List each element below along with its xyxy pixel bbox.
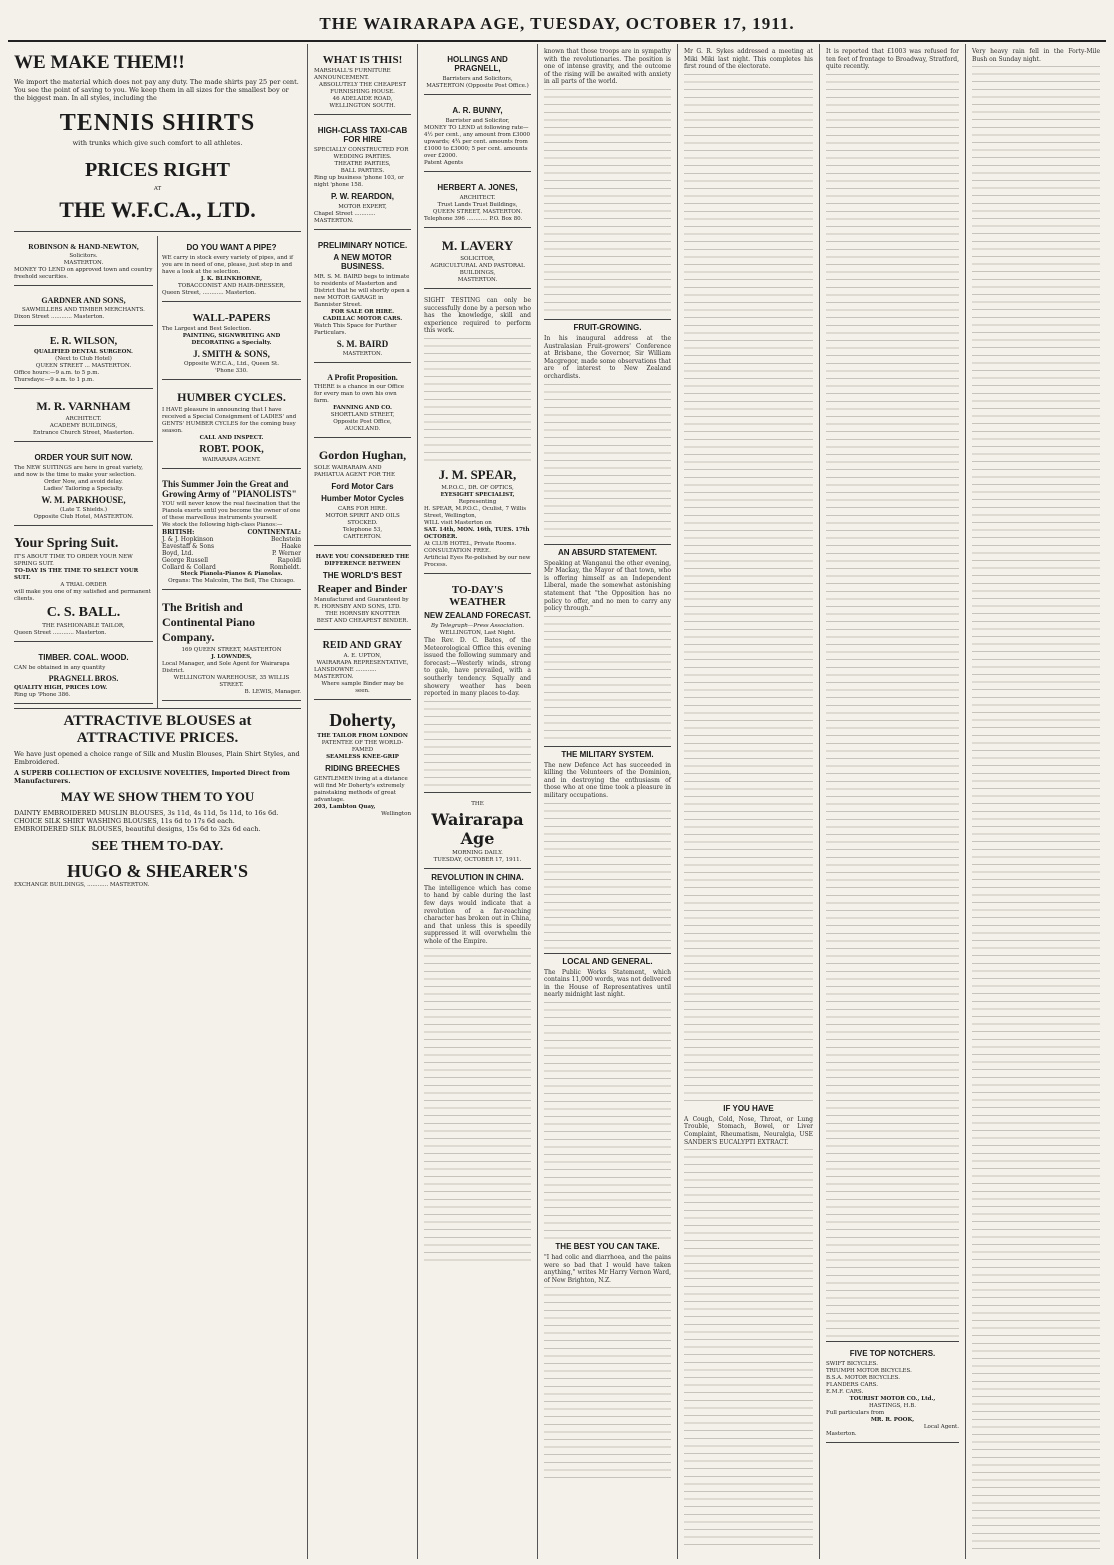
ad-body: WE carry in stock every variety of pipes, and if you are in need of one, please, just step in and have a look at the selection. bbox=[162, 255, 293, 275]
ad-pipe bbox=[162, 236, 301, 302]
ad-firm: H. SPEAR, M.P.O.C., Oculist, 7 Willis Street, Wellington, bbox=[424, 505, 527, 519]
ad-opp: Opposite Post Office, bbox=[333, 419, 392, 425]
ad-name: M. LAVERY bbox=[441, 238, 514, 253]
column-2 bbox=[308, 44, 418, 1559]
ad-order: Order Now, and avoid delay. bbox=[44, 479, 123, 485]
masthead-rule bbox=[8, 40, 1106, 42]
maker-row bbox=[162, 564, 301, 571]
column-1 bbox=[8, 44, 308, 1559]
ad-cheap: ABSOLUTELY THE CHEAPEST FURNISHING HOUSE. bbox=[318, 82, 406, 95]
ad-hire: FOR SALE OR HIRE. bbox=[330, 309, 395, 315]
ad-organs: Organs: The Malcolm, The Bell, The Chicago. bbox=[168, 578, 295, 584]
article-heading: THE BEST YOU CAN TAKE. bbox=[555, 1242, 660, 1252]
text-filler bbox=[972, 63, 1100, 1553]
article-byline: By Telegraph—Press Association. bbox=[431, 622, 524, 629]
ad-trial: A TRIAL ORDER bbox=[60, 582, 107, 588]
article-body: The Public Works Statement, which contains 11,000 words, was not delivered in the House of Representatives until nearly midnight last night. bbox=[544, 968, 671, 999]
notcher-item: B.S.A. MOTOR BICYCLES. bbox=[826, 1374, 900, 1381]
article-body: Very heavy rain fell in the Forty-Mile Bush on Sunday night. bbox=[972, 48, 1100, 63]
article-heading: THE MILITARY SYSTEM. bbox=[544, 746, 671, 759]
ad-motor: MOTOR SPIRIT AND OILS STOCKED. bbox=[325, 513, 400, 526]
ad-body: MARSHALL'S FURNITURE ANNOUNCEMENT. bbox=[314, 68, 391, 81]
text-filler bbox=[684, 71, 813, 1101]
ad-name: W. M. PARKHOUSE, bbox=[41, 495, 126, 505]
article-dateline: WELLINGTON, Last Night. bbox=[439, 629, 516, 636]
maker-continental: Rapoldi bbox=[277, 557, 301, 564]
ad-body: THERE is a chance in our Office for every man to own his own farm. bbox=[314, 384, 405, 404]
ad-thursdays: Thursdays:—9 a.m. to 1 p.m. bbox=[14, 377, 95, 383]
article-heading: AN ABSURD STATEMENT. bbox=[544, 544, 671, 557]
ad-name: HERBERT A. JONES, bbox=[437, 183, 518, 192]
column-4 bbox=[538, 44, 678, 1559]
ad-mgr: B. LEWIS, Manager. bbox=[244, 689, 301, 695]
ad-role: ARCHITECT. bbox=[65, 416, 102, 422]
ad-name: E. R. WILSON, bbox=[49, 336, 118, 347]
ad-body: SPECIALLY CONSTRUCTED FOR bbox=[314, 147, 409, 153]
text-filler bbox=[544, 613, 671, 743]
ad-heading: PRELIMINARY NOTICE. bbox=[317, 241, 408, 250]
ad-firm: TOURIST MOTOR CO., Ltd., bbox=[849, 1395, 936, 1402]
col1-left bbox=[14, 236, 158, 708]
ad-addr: SHORTLAND STREET, bbox=[330, 412, 395, 418]
ad-role: ARCHITECT. bbox=[459, 195, 496, 201]
ad-hire: CARS FOR HIRE. bbox=[338, 506, 387, 512]
ad-heading: A Profit Proposition. bbox=[327, 373, 398, 382]
ad-town: Masterton. bbox=[826, 1430, 857, 1437]
ad-body: YOU will never know the real fascination that the Pianola exerts until you become the owner of one of these marvellous instruments yourself. bbox=[162, 501, 301, 521]
column-3 bbox=[418, 44, 538, 1559]
ad-addr: Queen Street ............ Masterton. bbox=[14, 630, 107, 636]
blouse-line: EMBROIDERED SILK BLOUSES, beautiful designs, 15s 6d to 32s 6d each. bbox=[14, 825, 261, 833]
ad-name: P. W. REARDON, bbox=[331, 192, 394, 201]
ad-quals: M.P.O.C., DR. OF OPTICS, bbox=[441, 484, 514, 491]
ad-heading: WALL-PAPERS bbox=[192, 312, 271, 324]
ad-doherty bbox=[314, 704, 411, 822]
ad-body: GENTLEMEN living at a distance will find Mr Doherty's extremely painstaking methods of great advantage. bbox=[314, 776, 408, 803]
article-sub: NEW ZEALAND FORECAST. bbox=[424, 610, 531, 620]
ad-addr: MASTERTON (Opposite Post Office.) bbox=[426, 83, 529, 89]
ad-heading: Doherty, bbox=[329, 710, 396, 730]
ad-spring-suit bbox=[14, 530, 153, 642]
ad-hours: Office hours:—9 a.m. to 5 p.m. bbox=[14, 370, 100, 376]
notcher-item: SWIFT BICYCLES. bbox=[826, 1360, 878, 1367]
ad-breeches: RIDING BREECHES bbox=[325, 764, 400, 773]
ad-phone: 'Phone 330. bbox=[215, 368, 248, 374]
maker-british: George Russell bbox=[162, 557, 209, 564]
article-body: In his inaugural address at the Australasian Fruit-growers' Conference at Brisbane, the Governor, Sir William Macgregor, made some observations that are of interest to New Zealand orchardists. bbox=[544, 334, 671, 380]
ad-price: QUALITY HIGH, PRICES LOW. bbox=[14, 685, 108, 691]
nameplate-the: THE bbox=[471, 800, 484, 807]
ad-town: MASTERTON. bbox=[63, 260, 104, 266]
ad-bldg: Trust Lands Trust Buildings, bbox=[437, 202, 518, 208]
ad-reaper bbox=[314, 550, 411, 630]
ad-prices-right: PRICES RIGHT bbox=[84, 159, 231, 181]
ad-by: J. K. BLINKHORNE, bbox=[200, 276, 263, 282]
article-body: The Rev. D. C. Bates, of the Meteorological Office this evening issued the following summary and forecast:—Westerly winds, strong to gale, have prevailed, with a southerly tendency. Squally and showery weather has been reported in many places to-day. bbox=[424, 636, 531, 698]
maker-list bbox=[162, 536, 301, 571]
ad-lavery bbox=[424, 232, 531, 289]
ad-cadillac: CADILLAC MOTOR CARS. bbox=[322, 316, 403, 322]
ad-body: SOLE WAIRARAPA AND PAHIATUA AGENT FOR THE bbox=[314, 465, 395, 478]
ad-role: SAWMILLERS AND TIMBER MERCHANTS. bbox=[22, 307, 145, 313]
ad-consult: CONSULTATION FREE. bbox=[424, 547, 491, 554]
ad-name: A. R. BUNNY, bbox=[452, 106, 503, 115]
ad-body: IT'S ABOUT TIME TO ORDER YOUR NEW SPRING SUIT. bbox=[14, 554, 133, 567]
ad-name: ROBINSON & HAND-NEWTON, bbox=[28, 242, 139, 251]
article-body: The intelligence which has come to hand by cable during the last few days would indicate that a revolution of a far-reaching character has broken out in China, and that unless this is speedily suppressed it will overwhelm the whole of the Empire. bbox=[424, 884, 531, 945]
ad-sub: A NEW MOTOR BUSINESS. bbox=[333, 253, 392, 271]
maker-row bbox=[162, 550, 301, 557]
ad-jones bbox=[424, 176, 531, 228]
ad-superb: A SUPERB COLLECTION OF EXCLUSIVE NOVELTIES, Imported Direct from Manufacturers. bbox=[14, 769, 290, 785]
ad-patent: Patent Agents bbox=[424, 160, 464, 166]
ad-hollings bbox=[424, 48, 531, 95]
ad-by: Manufactured and Guaranteed by R. HORNSBY AND SONS, LTD. bbox=[314, 597, 409, 610]
ad-phone: Telephone 396 ............ P.O. Box 80. bbox=[424, 216, 523, 222]
ad-sub: with trunks which give such comfort to all athletes. bbox=[72, 139, 243, 147]
ad-sub: THE TAILOR FROM LONDON bbox=[317, 733, 408, 739]
column-7 bbox=[966, 44, 1106, 1559]
ad-addr: Opposite Club Hotel, MASTERTON. bbox=[33, 514, 134, 520]
ad-body: We have just opened a choice range of Silk and Muslin Blouses, Plain Shirt Styles, and Embroidered. bbox=[14, 750, 300, 766]
ad-agent: A. E. UPTON, bbox=[343, 653, 382, 659]
ad-heading: The British and Continental Piano Company. bbox=[162, 600, 256, 644]
article-heading: TO-DAY'S WEATHER bbox=[449, 583, 506, 608]
masthead bbox=[0, 0, 1114, 44]
ad-trial-body: will make you one of my satisfied and permanent clients. bbox=[14, 589, 151, 602]
ad-cars: Ford Motor Cars bbox=[331, 482, 394, 491]
ad-stock: We stock the following high-class Pianos:— bbox=[162, 522, 283, 528]
ad-name: C. S. BALL. bbox=[46, 605, 121, 620]
ad-steck: Steck Pianola-Pianos & Pianolas. bbox=[180, 571, 283, 577]
ad-city: AUCKLAND. bbox=[344, 426, 381, 432]
maker-continental: Bechstein bbox=[270, 536, 301, 543]
ad-role: WAIRARAPA REPRESENTATIVE, bbox=[316, 660, 409, 666]
ad-heading: WE MAKE THEM!! bbox=[14, 52, 185, 73]
ad-body: SIGHT TESTING can only be successfully done by a person who has the knowledge, skill and experience required to perform this work. bbox=[424, 297, 531, 335]
maker-british: Eavestaff & Sons bbox=[162, 543, 215, 550]
nameplate-date: TUESDAY, OCTOBER 17, 1911. bbox=[433, 856, 522, 863]
text-filler bbox=[544, 1284, 671, 1484]
ad-body: The NEW SUITINGS are here in great variety, and now is the time to make your selection. bbox=[14, 465, 143, 478]
ad-rep: Representing bbox=[458, 498, 497, 505]
ad-body: CAN be obtained in any quantity bbox=[14, 665, 106, 671]
ad-the: THE WORLD'S BEST bbox=[322, 571, 403, 580]
ad-firm: J. SMITH & SONS, bbox=[193, 349, 270, 359]
article-body: "I had colic and diarrhoea, and the pains were so bad that I would have taken anything," writes Mr Harry Vernon Ward, of New Brighton, N.Z. bbox=[544, 1254, 671, 1284]
ad-addr: Dixon Street ............ Masterton. bbox=[14, 314, 105, 320]
maker-row bbox=[162, 543, 301, 550]
ad-prelim bbox=[314, 234, 411, 363]
ad-city: HASTINGS, H.B. bbox=[869, 1402, 916, 1409]
taxi-use: THEATRE PARTIES, bbox=[334, 161, 391, 167]
ad-wallpapers bbox=[162, 306, 301, 380]
ad-wilson bbox=[14, 330, 153, 389]
ad-agent: MR. R. POOK, bbox=[870, 1416, 915, 1423]
ad-at: AT bbox=[153, 186, 162, 192]
maker-british: J. & J. Hopkinson bbox=[162, 536, 214, 543]
article-body: The new Defence Act has succeeded in killing the Volunteers of the Dominion, and in destroying the enthusiasm of those who at one time took a pleasure in military occupations. bbox=[544, 761, 671, 800]
ad-timber bbox=[14, 646, 153, 704]
column-5 bbox=[678, 44, 820, 1559]
ad-role: EYESIGHT SPECIALIST, bbox=[440, 491, 515, 498]
article-body: It is reported that £1003 was refused for ten feet of frontage to Broadway, Stratford, quite recently. bbox=[826, 48, 959, 71]
ad-name: M. R. VARNHAM bbox=[36, 399, 131, 413]
article-body: Mr G. R. Sykes addressed a meeting at Miki Miki last night. This completes his first round of the electorate. bbox=[684, 48, 813, 71]
ad-heading: ATTRACTIVE BLOUSES at ATTRACTIVE PRICES. bbox=[63, 713, 252, 746]
ad-dates: SAT. 14th, MON. 16th, TUES. 17th OCTOBER. bbox=[424, 526, 530, 540]
british-label: BRITISH: bbox=[162, 529, 195, 536]
article-body: Speaking at Wanganui the other evening, Mr Mackay, the Mayor of that town, who is offering himself as an Independent Liberal, made the somewhat astonishing statement that "the Opposition has no policy to offer, and no men to carry any policy through." bbox=[544, 559, 671, 613]
ad-ladies: Ladies' Tailoring a Specialty. bbox=[43, 486, 124, 492]
ad-heading: This Summer Join the Great and Growing Army of "PIANOLISTS" bbox=[162, 479, 297, 499]
article-china bbox=[424, 873, 531, 1266]
ad-heading: FIVE TOP NOTCHERS. bbox=[849, 1348, 936, 1358]
ad-services: PAINTING, SIGNWRITING AND DECORATING a Specialty. bbox=[182, 333, 281, 346]
continental-label: CONTINENTAL: bbox=[247, 529, 301, 536]
ad-role: SOLICITOR, bbox=[460, 256, 495, 262]
maker-header-row bbox=[162, 529, 301, 536]
ad-watch: Watch This Space for Further Particulars. bbox=[314, 323, 397, 336]
ad-addr: Opposite W.F.C.A., Ltd., Queen St. bbox=[184, 361, 279, 367]
article-heading: IF YOU HAVE bbox=[723, 1103, 774, 1113]
ad-body: MONEY TO LEND at following rate—4½ per cent., any amount from £3000 upwards; 4¾ per cent. amounts from £1000 to £3000; 5 per cent. amounts over £2000. bbox=[424, 125, 531, 159]
ad-suit bbox=[14, 446, 153, 526]
ad-spear bbox=[424, 293, 531, 574]
ad-twine: THE HORNSBY KNOTTER bbox=[325, 611, 400, 617]
ad-addr: 169 QUEEN STREET, MASTERTON bbox=[181, 647, 282, 653]
ad-city: Wellington bbox=[381, 811, 411, 817]
ad-role: Barristers and Solicitors, bbox=[442, 76, 513, 82]
ad-body: MR. S. M. BAIRD begs to intimate to residents of Masterton and District that he will shortly open a new MOTOR GARAGE in Bannister Street. bbox=[314, 274, 410, 308]
ad-heading: TIMBER. COAL. WOOD. bbox=[38, 653, 129, 662]
ad-patentee: PATENTEE OF THE WORLD-FAMED bbox=[321, 740, 404, 753]
ad-body: I HAVE pleasure in announcing that I have received a Special Consignment of LADIES' and GENTS' HUMBER CYCLES for the coming busy season. bbox=[162, 407, 297, 434]
ad-addr: Chapel Street ............ MASTERTON. bbox=[314, 211, 376, 224]
ad-gardner bbox=[14, 290, 153, 326]
taxi-use: WEDDING PARTIES. bbox=[333, 154, 392, 160]
ad-addr: EXCHANGE BUILDINGS, ............ MASTERTON. bbox=[14, 882, 150, 888]
ad-varnham bbox=[14, 393, 153, 442]
ad-british-piano bbox=[162, 594, 301, 701]
ad-hughan bbox=[314, 442, 411, 546]
ad-heading: REID AND GRAY bbox=[322, 640, 403, 651]
blouse-line: DAINTY EMBROIDERED MUSLIN BLOUSES, 3s 11d, 4s 11d, 5s 11d, to 16s 6d. bbox=[14, 809, 279, 817]
ad-role: THE FASHIONABLE TAILOR, bbox=[42, 623, 125, 629]
ad-seamless: SEAMLESS KNEE-GRIP bbox=[326, 754, 399, 760]
ad-body: The Largest and Best Selection. bbox=[162, 326, 252, 332]
maker-row bbox=[162, 557, 301, 564]
maker-continental: Haake bbox=[281, 543, 301, 550]
ad-heading: Gordon Hughan, bbox=[318, 448, 407, 462]
ad-body: MONEY TO LEND on approved town and country freehold securities. bbox=[14, 267, 153, 280]
ad-marshall bbox=[314, 48, 411, 115]
ad-blouses bbox=[14, 708, 301, 889]
ad-pianolists bbox=[162, 473, 301, 590]
ad-phone: Telephone 53, bbox=[342, 527, 383, 533]
ad-five-top-notchers bbox=[826, 1341, 959, 1443]
ad-firm: FANNING AND CO. bbox=[333, 405, 392, 411]
ad-see: SEE THEM TO-DAY. bbox=[91, 839, 224, 854]
col1-right bbox=[162, 236, 301, 708]
ad-body: We import the material which does not pay any duty. The made shirts pay 25 per cent. You see the point of saving to you. We keep them in all sizes for the smallest boy or the biggest man. In all styles, including the bbox=[14, 78, 299, 102]
ad-role: Local Manager, and Sole Agent for Wairarapa District. bbox=[162, 661, 290, 674]
notcher-item: TRIUMPH MOTOR BICYCLES. bbox=[826, 1367, 912, 1374]
ad-town: CARTERTON. bbox=[343, 534, 382, 540]
text-filler bbox=[684, 1146, 813, 1546]
ad-bunny bbox=[424, 99, 531, 172]
ad-heading: Reaper and Binder bbox=[317, 583, 408, 595]
article-body: A Cough, Cold, Nose, Throat, or Lung Trouble, Stomach, Bowel, or Liver Complaint, Rheumatism, Neuralgia, USE SANDER'S EUCALYPTI EXTRACT. bbox=[684, 1115, 813, 1146]
ad-firm: PRAGNELL BROS. bbox=[48, 674, 119, 683]
maker-british: Boyd, Ltd. bbox=[162, 550, 194, 557]
ad-warehouse: WELLINGTON WAREHOUSE, 35 WILLIS STREET. bbox=[173, 675, 290, 688]
ad-heading: HUMBER CYCLES. bbox=[177, 390, 286, 404]
maker-continental: P. Werner bbox=[271, 550, 301, 557]
ad-agent: J. LOWNDES, bbox=[211, 654, 252, 660]
ad-agent-role: WAIRARAPA AGENT. bbox=[202, 457, 261, 463]
text-filler bbox=[424, 335, 531, 465]
ad-heading: ORDER YOUR SUIT NOW. bbox=[34, 453, 133, 462]
ad-tennis-shirts: TENNIS SHIRTS bbox=[59, 110, 256, 136]
ad-visit: WILL visit Masterton on bbox=[424, 519, 492, 526]
ad-role: Solicitors. bbox=[69, 253, 98, 259]
ad-best: BEST AND CHEAPEST BINDER. bbox=[316, 618, 409, 624]
ad-ring: Ring up business 'phone 103, or night 'phone 158. bbox=[314, 175, 404, 188]
ad-trade: TOBACCONIST AND HAIR-DRESSER, bbox=[177, 283, 286, 289]
ad-ag: AGRICULTURAL AND PASTORAL BUILDINGS, bbox=[430, 263, 525, 276]
ad-agent: ROBT. POOK, bbox=[199, 444, 264, 455]
maker-continental: Romheldt. bbox=[269, 564, 301, 571]
ad-show: MAY WE SHOW THEM TO YOU bbox=[60, 789, 255, 804]
text-filler bbox=[544, 381, 671, 541]
ad-addr: Entrance Church Street, Masterton. bbox=[32, 430, 135, 436]
ad-call: CALL AND INSPECT. bbox=[199, 435, 264, 441]
blouse-line: CHOICE SILK SHIRT WASHING BLOUSES, 11s 6d to 17s 6d each. bbox=[14, 817, 235, 825]
ad-store: THE W.F.C.A., LTD. bbox=[59, 197, 256, 222]
ad-buildings: ACADEMY BUILDINGS, bbox=[49, 423, 118, 429]
article-heading: REVOLUTION IN CHINA. bbox=[431, 872, 524, 882]
text-filler bbox=[544, 86, 671, 316]
nameplate-title: Wairarapa Age bbox=[431, 809, 524, 848]
ad-lead: HAVE YOU CONSIDERED THE DIFFERENCE BETWEEN bbox=[315, 554, 410, 567]
ad-cycles: Humber Motor Cycles bbox=[321, 494, 404, 503]
ad-humber bbox=[162, 384, 301, 469]
ad-profit bbox=[314, 367, 411, 438]
text-filler bbox=[544, 800, 671, 950]
ad-sample: Where sample Binder may be seen. bbox=[321, 681, 404, 694]
column-6 bbox=[820, 44, 966, 1559]
ad-role: Barrister and Solicitor, bbox=[445, 118, 510, 124]
ad-addr: 46 ADELAIDE ROAD, WELLINGTON SOUTH. bbox=[329, 96, 396, 109]
ad-addr: QUEEN STREET, MASTERTON. bbox=[432, 209, 523, 215]
text-filler bbox=[424, 698, 531, 788]
ad-firm: HUGO & SHEARER'S bbox=[66, 861, 249, 881]
ad-heading: DO YOU WANT A PIPE? bbox=[186, 243, 277, 252]
ad-street: QUEEN STREET ... MASTERTON. bbox=[35, 363, 132, 369]
ad-town: MASTERTON. bbox=[342, 351, 383, 357]
maker-row bbox=[162, 536, 301, 543]
maker-british: Collard & Collard bbox=[162, 564, 216, 571]
ad-addr: LANSDOWNE ............ MASTERTON. bbox=[314, 667, 377, 680]
ad-addr: (Next to Club Hotel) bbox=[55, 356, 112, 362]
text-filler bbox=[826, 71, 959, 1341]
ad-reid-gray bbox=[314, 634, 411, 700]
ad-name: J. M. SPEAR, bbox=[438, 466, 517, 482]
ad-order: TO-DAY IS THE TIME TO SELECT YOUR SUIT. bbox=[14, 568, 139, 581]
notcher-item: E.M.F. CARS. bbox=[826, 1388, 864, 1395]
ad-robinson bbox=[14, 236, 153, 286]
ad-full: Full particulars from bbox=[826, 1409, 885, 1416]
paper-nameplate bbox=[424, 797, 531, 869]
ad-eyes: Artificial Eyes Re-polished by our new Process. bbox=[424, 554, 531, 568]
ad-we-make-them bbox=[14, 48, 301, 232]
article-heading: FRUIT-GROWING. bbox=[544, 319, 671, 332]
article-heading: LOCAL AND GENERAL. bbox=[544, 953, 671, 966]
ad-heading: Your Spring Suit. bbox=[14, 536, 119, 551]
col1-split bbox=[14, 236, 301, 708]
text-filler bbox=[424, 945, 531, 1265]
page-title: THE WAIRARAPA AGE, TUESDAY, OCTOBER 17, 1911. bbox=[319, 14, 795, 33]
text-filler bbox=[544, 999, 671, 1239]
ad-heading: HIGH-CLASS TAXI-CAB FOR HIRE bbox=[317, 126, 408, 144]
article-weather bbox=[424, 578, 531, 793]
ad-addr: 203, Lambton Quay, bbox=[314, 804, 376, 810]
ad-role: QUALIFIED DENTAL SURGEON. bbox=[34, 349, 133, 355]
ad-phone: Ring up 'Phone 386. bbox=[14, 692, 71, 698]
ad-role: Local Agent. bbox=[923, 1423, 959, 1430]
ad-addr: Queen Street, ............ Masterton. bbox=[162, 290, 257, 296]
ad-name: HOLLINGS AND PRAGNELL, bbox=[447, 55, 508, 73]
ad-name: S. M. BAIRD bbox=[336, 339, 389, 349]
ad-role: MOTOR EXPERT, bbox=[338, 204, 387, 210]
ad-late: (Late T. Shields.) bbox=[60, 507, 107, 513]
article-body: known that those troops are in sympathy with the revolutionaries. The position is one of intense gravity, and the outcome of the rising will be awaited with anxiety in all parts of the world. bbox=[544, 48, 671, 86]
notcher-item: FLANDERS CARS. bbox=[826, 1381, 878, 1388]
ad-taxi bbox=[314, 119, 411, 230]
ad-name: GARDNER AND SONS, bbox=[41, 296, 126, 305]
nameplate-sub: MORNING DAILY. bbox=[452, 849, 503, 856]
ad-heading: WHAT IS THIS! bbox=[322, 54, 403, 66]
ad-town: MASTERTON. bbox=[457, 277, 498, 283]
taxi-use: BALL PARTIES. bbox=[340, 168, 385, 174]
ad-where: At CLUB HOTEL, Private Rooms. bbox=[424, 540, 517, 547]
